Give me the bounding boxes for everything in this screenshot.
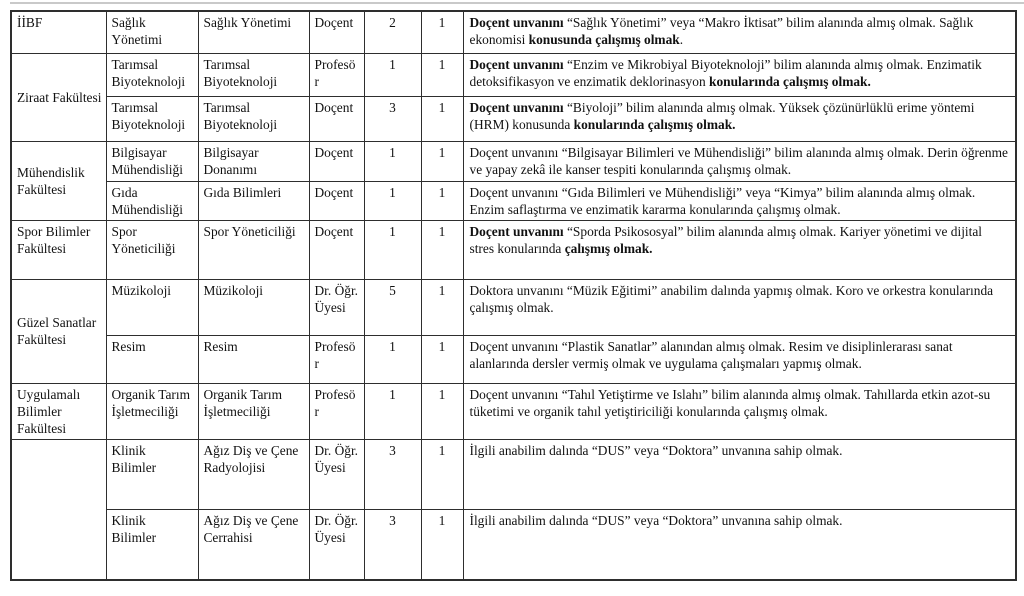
degree-cell: 1 xyxy=(364,335,421,383)
count-cell: 1 xyxy=(421,509,463,580)
title-cell: Doçent xyxy=(309,96,364,141)
count-cell: 1 xyxy=(421,96,463,141)
program-cell: Ağız Diş ve Çene Cerrahisi xyxy=(198,509,309,580)
degree-cell: 1 xyxy=(364,220,421,279)
description-text: “Biyoloji” bilim alanında almış olmak. Yüksek çözünürlüklü erime yöntemi (HRM) konusunda xyxy=(469,99,975,132)
description-text: “Sporda Psikososyal” bilim alanında almış olmak. Kariyer yönetimi ve dijital stres konularında xyxy=(469,223,983,256)
description-cell xyxy=(463,279,1016,335)
table-row xyxy=(11,53,1016,96)
department-cell: Organik Tarım İşletmeciliği xyxy=(106,383,198,439)
title-cell: Doçent xyxy=(309,181,364,220)
description-text: İlgili anabilim dalında “DUS” veya “Doktora” unvanına sahip olmak. xyxy=(469,512,843,528)
table-row xyxy=(11,383,1016,439)
program-cell: Gıda Bilimleri xyxy=(198,181,309,220)
degree-cell: 1 xyxy=(364,53,421,96)
degree-cell: 3 xyxy=(364,439,421,509)
degree-cell: 1 xyxy=(364,383,421,439)
program-cell: Organik Tarım İşletmeciliği xyxy=(198,383,309,439)
positions-table-body xyxy=(11,11,1016,580)
description-cell xyxy=(463,181,1016,220)
faculty-cell: Güzel Sanatlar Fakültesi xyxy=(11,279,106,383)
count-cell: 1 xyxy=(421,11,463,53)
description-text: Doçent unvanını “Plastik Sanatlar” alanından almış olmak. Resim ve disiplinlerarası sanat alanlarında dersler vermiş olmak ve uygulama çalışmaları yapmış olmak. xyxy=(469,338,953,371)
description-text: İlgili anabilim dalında “DUS” veya “Doktora” unvanına sahip olmak. xyxy=(469,442,843,458)
table-row xyxy=(11,181,1016,220)
description-cell xyxy=(463,96,1016,141)
description-cell xyxy=(463,53,1016,96)
title-cell: Doçent xyxy=(309,141,364,181)
department-cell: Sağlık Yönetimi xyxy=(106,11,198,53)
description-text-bold: konularında çalışmış olmak. xyxy=(709,73,871,89)
description-text: Doçent unvanını “Bilgisayar Bilimleri ve Mühendisliği” bilim alanında almış olmak. Derin öğrenme ve yapay zekâ ile kanser tespiti konularında çalışmış olmak. xyxy=(469,144,1008,177)
description-cell xyxy=(463,141,1016,181)
degree-cell: 1 xyxy=(364,181,421,220)
program-cell: Resim xyxy=(198,335,309,383)
count-cell: 1 xyxy=(421,220,463,279)
faculty-cell: Uygulamalı Bilimler Fakültesi xyxy=(11,383,106,439)
count-cell: 1 xyxy=(421,335,463,383)
department-cell: Bilgisayar Mühendisliği xyxy=(106,141,198,181)
faculty-cell: Spor Bilimler Fakültesi xyxy=(11,220,106,279)
degree-cell: 3 xyxy=(364,509,421,580)
program-cell: Spor Yöneticiliği xyxy=(198,220,309,279)
description-text: “Sağlık Yönetimi” veya “Makro İktisat” bilim alanında almış olmak. Sağlık ekonomisi xyxy=(469,15,974,47)
description-text: Doçent unvanını “Tahıl Yetiştirme ve Islahı” bilim alanında almış olmak. Tahıllarda etkin azot-su tüketimi ve organik tahıl yetiştiriciliği konularında çalışmış olmak. xyxy=(469,386,991,419)
description-text: . xyxy=(679,32,684,47)
title-cell: Doçent xyxy=(309,11,364,53)
description-cell xyxy=(463,509,1016,580)
program-cell: Tarımsal Biyoteknoloji xyxy=(198,53,309,96)
title-cell: Dr. Öğr. Üyesi xyxy=(309,279,364,335)
table-row xyxy=(11,11,1016,53)
faculty-cell: İİBF xyxy=(11,11,106,53)
count-cell: 1 xyxy=(421,279,463,335)
description-cell xyxy=(463,383,1016,439)
description-text-bold: çalışmış olmak. xyxy=(564,240,653,256)
count-cell: 1 xyxy=(421,53,463,96)
program-cell: Sağlık Yönetimi xyxy=(198,11,309,53)
program-cell: Tarımsal Biyoteknoloji xyxy=(198,96,309,141)
description-text: “Enzim ve Mikrobiyal Biyoteknoloji” bilim alanında almış olmak. Enzimatik detoksifikasyon ve enzimatik deklorinasyon xyxy=(469,56,982,89)
description-text-bold: konusunda çalışmış olmak xyxy=(528,32,680,47)
description-text-bold: Doçent unvanını xyxy=(469,56,567,72)
title-cell: Dr. Öğr. Üyesi xyxy=(309,439,364,509)
degree-cell: 3 xyxy=(364,96,421,141)
degree-cell: 5 xyxy=(364,279,421,335)
description-text-bold: konularında çalışmış olmak. xyxy=(573,116,736,132)
faculty-cell: Mühendislik Fakültesi xyxy=(11,141,106,220)
positions-table xyxy=(10,10,1017,581)
department-cell: Klinik Bilimler xyxy=(106,509,198,580)
department-cell: Spor Yöneticiliği xyxy=(106,220,198,279)
degree-cell: 1 xyxy=(364,141,421,181)
table-row xyxy=(11,439,1016,509)
document-body xyxy=(10,10,1017,581)
title-cell: Profesör xyxy=(309,53,364,96)
table-row xyxy=(11,279,1016,335)
description-text-bold: Doçent unvanını xyxy=(469,15,567,30)
description-cell xyxy=(463,439,1016,509)
table-row xyxy=(11,335,1016,383)
table-row xyxy=(11,509,1016,580)
count-cell: 1 xyxy=(421,141,463,181)
table-row xyxy=(11,96,1016,141)
department-cell: Müzikoloji xyxy=(106,279,198,335)
count-cell: 1 xyxy=(421,181,463,220)
description-cell xyxy=(463,11,1016,53)
table-row xyxy=(11,141,1016,181)
title-cell: Profesör xyxy=(309,335,364,383)
program-cell: Müzikoloji xyxy=(198,279,309,335)
title-cell: Profesör xyxy=(309,383,364,439)
faculty-cell: Ziraat Fakültesi xyxy=(11,53,106,141)
description-cell xyxy=(463,220,1016,279)
count-cell: 1 xyxy=(421,439,463,509)
description-text-bold: Doçent unvanını xyxy=(469,223,567,239)
page-top-scan-line xyxy=(10,2,1024,4)
description-cell xyxy=(463,335,1016,383)
title-cell: Dr. Öğr. Üyesi xyxy=(309,509,364,580)
program-cell: Bilgisayar Donanımı xyxy=(198,141,309,181)
department-cell: Tarımsal Biyoteknoloji xyxy=(106,53,198,96)
faculty-cell xyxy=(11,439,106,580)
description-text: Doçent unvanını “Gıda Bilimleri ve Mühendisliği” veya “Kimya” bilim alanında almış olmak. Enzim saflaştırma ve enzimatik kararma konularında çalışmış olmak. xyxy=(469,184,976,217)
department-cell: Tarımsal Biyoteknoloji xyxy=(106,96,198,141)
program-cell: Ağız Diş ve Çene Radyolojisi xyxy=(198,439,309,509)
department-cell: Resim xyxy=(106,335,198,383)
title-cell: Doçent xyxy=(309,220,364,279)
count-cell: 1 xyxy=(421,383,463,439)
department-cell: Gıda Mühendisliği xyxy=(106,181,198,220)
degree-cell: 2 xyxy=(364,11,421,53)
description-text-bold: Doçent unvanını xyxy=(469,99,567,115)
department-cell: Klinik Bilimler xyxy=(106,439,198,509)
description-text: Doktora unvanını “Müzik Eğitimi” anabilim dalında yapmış olmak. Koro ve orkestra konularında çalışmış olmak. xyxy=(469,282,994,315)
table-row xyxy=(11,220,1016,279)
